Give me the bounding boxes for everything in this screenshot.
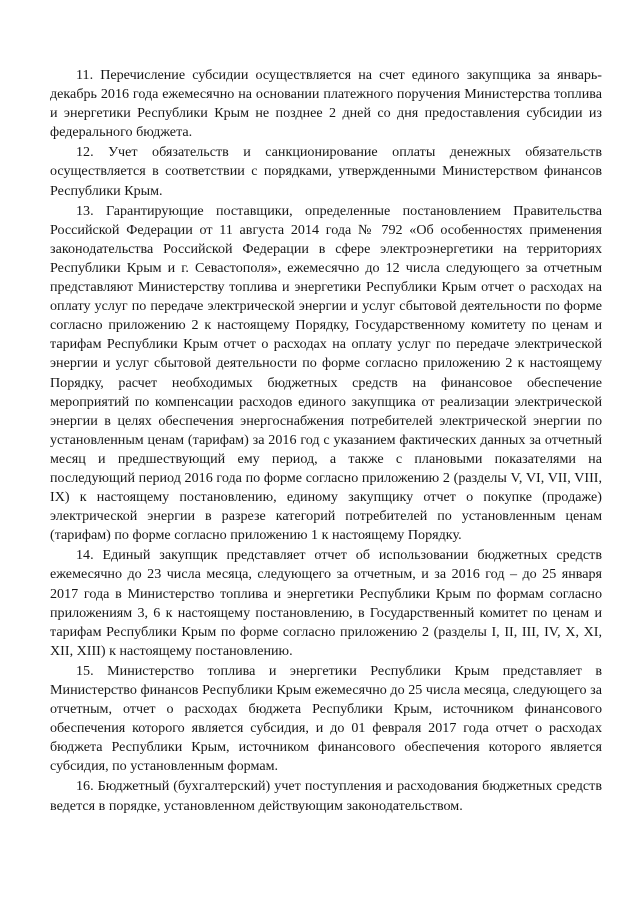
paragraph-12: 12. Учет обязательств и санкционирование оплаты денежных обязательств осуществляется в соответствии с порядками, утвержденными Министерством финансов Республики Крым. — [50, 144, 602, 199]
document-body — [50, 66, 602, 817]
paragraph-15: 15. Министерство топлива и энергетики Республики Крым представляет в Министерство финансов Республики Крым ежемесячно до 25 числа месяца, следующего за отчетным, отчет о расходах бюджета Республики Крым, источником финансового обеспечения которого является субсидия, и до 01 февраля 2017 года отчет о расходах бюджета Республики Крым, источником финансового обеспечения которого является субсидия, по установленным формам. — [50, 662, 602, 775]
paragraph-14: 14. Единый закупщик представляет отчет об использовании бюджетных средств ежемесячно до 23 числа месяца, следующего за отчетным, и за 2016 год – до 25 января 2017 года в Министерство топлива и энергетики Республики Крым по формам согласно приложениям 3, 6 к настоящему постановлению, в Государственный комитет по ценам и тарифам Республики Крым по форме согласно приложению 2 (разделы I, II, III, IV, X, XI, XII, XIII) к настоящему постановлению. — [50, 547, 602, 659]
paragraph-11: 11. Перечисление субсидии осуществляется на счет единого закупщика за январь-декабрь 2016 года ежемесячно на основании платежного поручения Министерства топлива и энергетики Республики Крым не позднее 2 дней со дня предоставления субсидии из федерального бюджета. — [50, 67, 602, 141]
paragraph-16: 16. Бюджетный (бухгалтерский) учет поступления и расходования бюджетных средств ведется в порядке, установленном действующим законодательством. — [50, 778, 602, 814]
paragraph-13: 13. Гарантирующие поставщики, определенные постановлением Правительства Российской Федерации от 11 августа 2014 года № 792 «Об особенностях применения законодательства Российской Федерации в сфере электроэнергетики на территориях Республики Крым и г. Севастополя», ежемесячно до 12 числа следующего за отчетным представляют Министерству топлива и энергетики Республики Крым отчет о расходах на оплату услуг по передаче электрической энергии и услуг сбытовой деятельности по форме согласно приложению 2 к настоящему Порядку, Государственному комитету по ценам и тарифам Республики Крым отчет о расходах на оплату услуг по передаче электрической энергии и услуг сбытовой деятельности по форме согласно приложению 2 к настоящему Порядку, расчет необходимых бюджетных средств на финансовое обеспечение мероприятий по компенсации расходов единого закупщика от реализации электрической энергии в целях обеспечения энергоснабжения потребителей электрической энергии по установленным ценам (тарифам) за 2016 год с указанием фактических данных за отчетный месяц и предшествующий ему период, а также с плановыми показателями на последующий период 2016 года по форме согласно приложению 2 (разделы V, VI, VII, VIII, IX) к настоящему постановлению, единому закупщику отчет о покупке (продаже) электрической энергии в разрезе категорий потребителей по установленным ценам (тарифам) по форме согласно приложению 1 к настоящему Порядку. — [50, 202, 602, 544]
